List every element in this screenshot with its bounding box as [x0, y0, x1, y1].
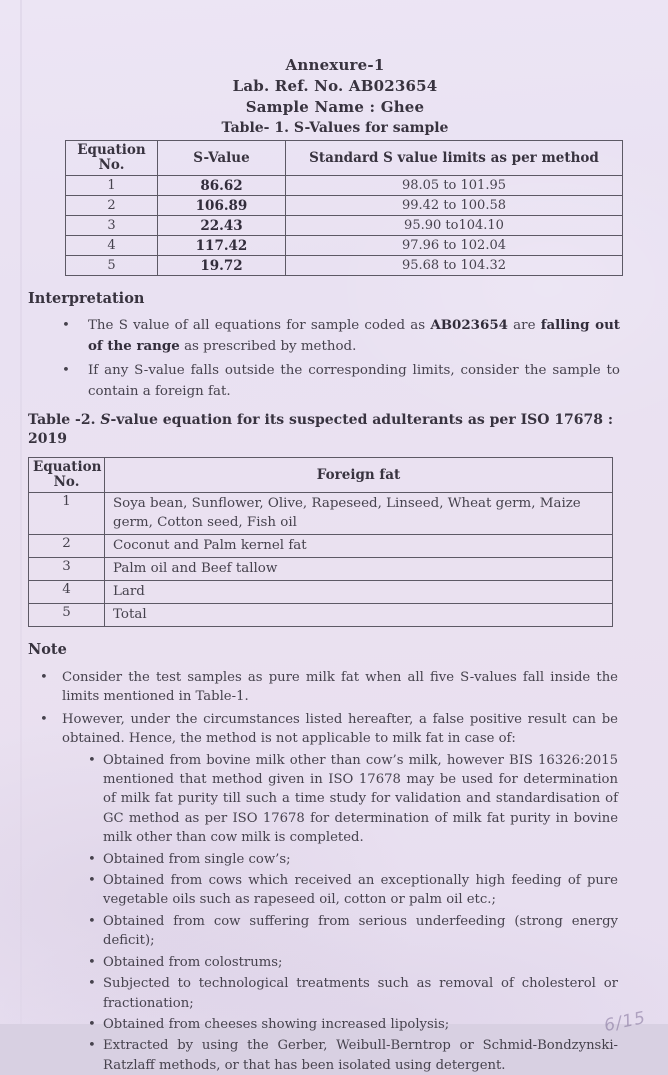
table-row: 2 106.89 99.42 to 100.58 [66, 196, 623, 216]
sample-name-heading: Sample Name : Ghee [245, 98, 425, 116]
interpretation-section [28, 289, 642, 402]
table-row: 5 Total [29, 604, 613, 627]
note-sub-bullet: • Obtained from cheeses showing increased lipolysis; [62, 1015, 618, 1034]
note-list [28, 668, 642, 1075]
table2-header-equation-no: Equation No. [29, 458, 105, 493]
table1-caption: Table- 1. S-Values for sample [221, 120, 449, 136]
table2-header-foreign-fat: Foreign fat [105, 458, 613, 493]
annexure-heading: Annexure-1 [285, 56, 385, 74]
interpretation-heading: Interpretation [28, 290, 145, 307]
note-sub-bullet: • Obtained from bovine milk other than cow’s milk, however BIS 16326:2015 mentioned that method given in ISO 17678 may be used for determination of milk fat purity till such a time study for validation and standardisation of GC method as per ISO 17678 for determination of milk fat purity in bovine milk other than cow milk is completed. [62, 751, 618, 848]
table2-title: Table -2. S-value equation for its suspected adulterants as per ISO 17678 : 2019 [28, 412, 614, 447]
foreign-fat-table [28, 457, 613, 627]
s-values-table [65, 140, 623, 276]
note-sub-bullet: • Obtained from cows which received an exceptionally high feeding of pure vegetable oils such as rapeseed oil, cotton or palm oil etc.; [62, 871, 618, 910]
table2-header-row [29, 458, 613, 493]
paper-crease [20, 0, 22, 1024]
note-sub-bullet: • Subjected to technological treatments such as removal of cholesterol or fractionation; [62, 974, 618, 1013]
table-row: 3 22.43 95.90 to104.10 [66, 216, 623, 236]
note-sub-bullet: • Extracted by using the Gerber, Weibull-Berntrop or Schmid-Bondzynski-Ratzlaff methods, or that has been isolated using detergent. [62, 1036, 618, 1075]
lab-ref-heading: Lab. Ref. No. AB023654 [232, 77, 438, 95]
note-heading: Note [28, 641, 67, 658]
table-row: 1 Soya bean, Sunflower, Olive, Rapeseed, Linseed, Wheat germ, Maize germ, Cotton seed, Fish oil [29, 493, 613, 535]
table-row: 4 Lard [29, 581, 613, 604]
table-row: 4 117.42 97.96 to 102.04 [66, 236, 623, 256]
note-sub-list [62, 751, 618, 1075]
note-section [28, 640, 642, 1075]
table1-header-limits: Standard S value limits as per method [286, 141, 623, 176]
note-bullet-2: • However, under the circumstances listed hereafter, a false positive result can be obtained. Hence, the method is not applicable to milk fat in case of: • Obtained from bovine milk other than cow’s milk, however BIS 16326:2015 mentioned that method given in ISO 17678 may be used for determination of milk fat purity till such a time study for validation and standardisation of GC method as per ISO 17678 for determination of milk fat purity in bovine milk other than cow milk is completed. • Obtained from single cow’s; • Obtained from cows which received an exceptionally high feeding of pure vegetable oils such as rapeseed oil, cotton or palm oil etc.; • Obtained from cow suffering from serious underfeeding (strong energy deficit); • Obtained from colostrums; • Subjected to technological treatments such as removal of cholesterol or fractionation; • Obtained from cheeses showing increased lipolysis; • Extracted by using the Gerber, Weibull-Berntrop or Schmid-Bondzynski-Ratzlaff methods, or that has been isolated using detergent. [28, 710, 642, 1075]
note-sub-bullet: • Obtained from single cow’s; [62, 850, 618, 869]
table1-header-row [66, 141, 623, 176]
note-sub-bullet: • Obtained from colostrums; [62, 953, 618, 972]
table-row: 5 19.72 95.68 to 104.32 [66, 256, 623, 276]
interpretation-list [28, 315, 642, 402]
table-row: 2 Coconut and Palm kernel fat [29, 535, 613, 558]
note-bullet-1: • Consider the test samples as pure milk fat when all five S-values fall inside the limits mentioned in Table-1. [28, 668, 642, 707]
table1-header-equation-no: Equation No. [66, 141, 158, 176]
handwritten-page-mark: 6/15 [602, 1007, 648, 1037]
table1-header-s-value: S-Value [158, 141, 286, 176]
interpretation-bullet-1: • The S value of all equations for sample coded as AB023654 are falling out of the range as prescribed by method. [28, 315, 642, 357]
note-sub-bullet: • Obtained from cow suffering from serious underfeeding (strong energy deficit); [62, 912, 618, 951]
interpretation-bullet-2: • If any S-value falls outside the corresponding limits, consider the sample to contain a foreign fat. [28, 360, 642, 402]
table-row: 3 Palm oil and Beef tallow [29, 558, 613, 581]
table-row: 1 86.62 98.05 to 101.95 [66, 176, 623, 196]
